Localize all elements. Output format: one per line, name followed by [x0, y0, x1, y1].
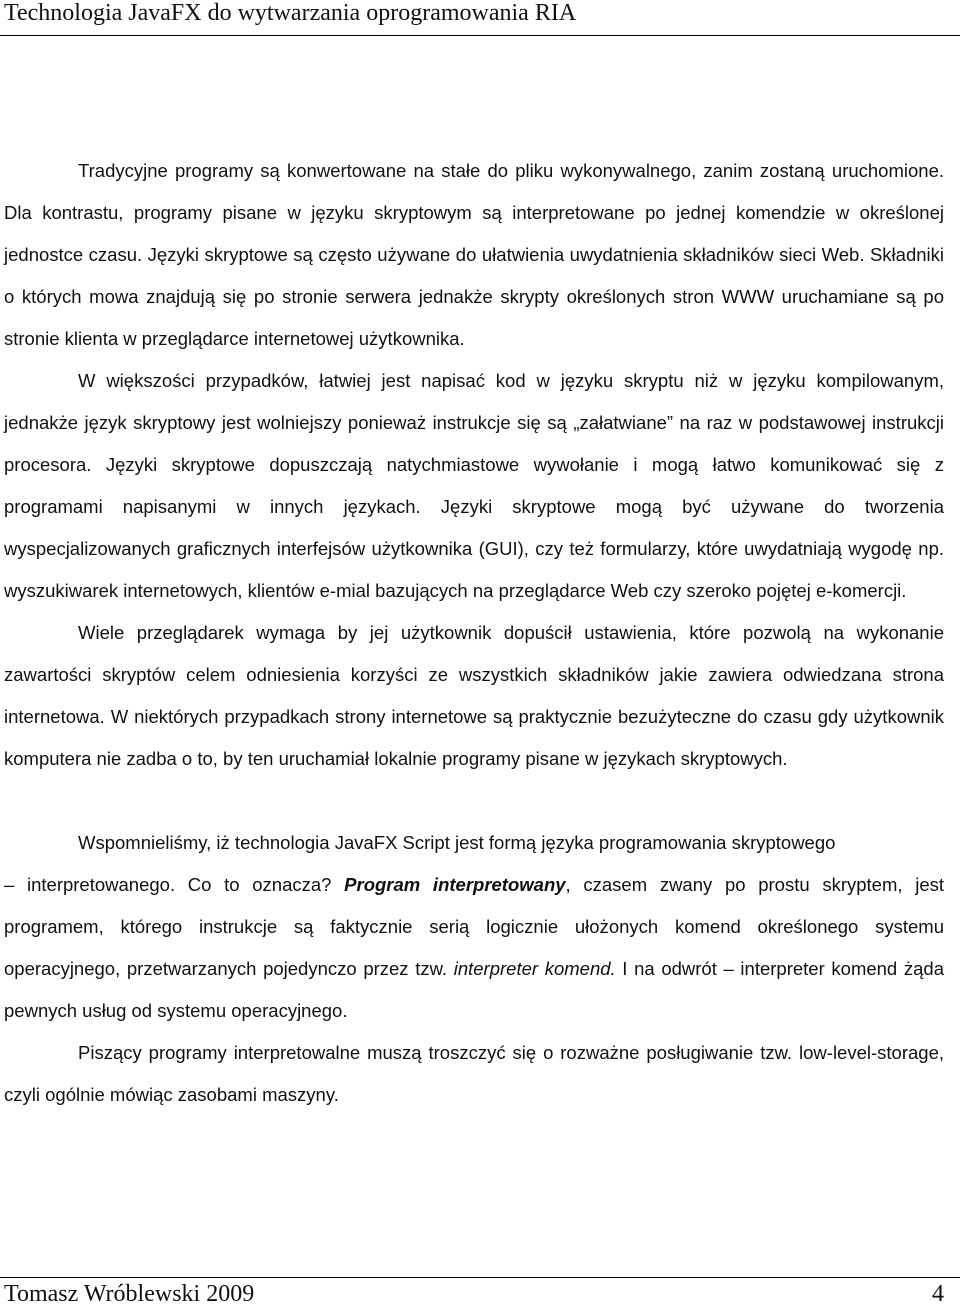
page-header: [0, 0, 960, 36]
paragraph-4-text-3: I na odwrót – interpreter komend żąda pewnych usług od systemu operacyjnego.: [4, 958, 944, 1021]
footer-author: Tomasz Wróblewski 2009: [4, 1281, 255, 1307]
paragraph-3: Wiele przeglądarek wymaga by jej użytkownik dopuścił ustawienia, które pozwolą na wykonanie zawartości skryptów celem odniesienia korzyści ze wszystkich składników jakie zawiera odwiedzana strona internetowa. W niektórych przypadkach strony internetowe są praktycznie bezużyteczne do czasu gdy użytkownik komputera nie zadba o to, by ten uruchamiał lokalnie programy pisane w językach skryptowych.: [4, 622, 944, 769]
paragraph-5: Piszący programy interpretowalne muszą troszczyć się o rozważne posługiwanie tzw. low-level-storage, czyli ogólnie mówiąc zasobami maszyny.: [4, 1042, 944, 1105]
paragraph-4-text-1: – interpretowanego. Co to oznacza?: [4, 874, 345, 895]
footer-page-number: 4: [932, 1281, 944, 1307]
paragraph-2: W większości przypadków, łatwiej jest napisać kod w języku skryptu niż w języku kompilowanym, jednakże język skryptowy jest wolniejszy ponieważ instrukcje się są „załatwiane” na raz w podstawowej instrukcji procesora. Języki skryptowe dopuszczają natychmiastowe wywołanie i mogą łatwo komunikować się z programami napisanymi w innych językach. Języki skryptowe mogą być używane do tworzenia wyspecjalizowanych graficznych interfejsów użytkownika (GUI), czy też formularzy, które uwydatniają wygodę np. wyszukiwarek internetowych, klientów e-mial bazujących na przeglądarce Web czy szeroko pojętej e-komercji.: [4, 370, 944, 601]
term-interpreter-komend: interpreter komend.: [453, 958, 616, 979]
page-footer: [0, 1277, 960, 1307]
document-body: [4, 150, 944, 1116]
paragraph-4: [4, 864, 944, 1032]
paragraph-4-line-1: Wspomnieliśmy, iż technologia JavaFX Script jest formą języka programowania skryptowego: [78, 832, 836, 853]
paragraph-1: Tradycyjne programy są konwertowane na stałe do pliku wykonywalnego, zanim zostaną uruchomione. Dla kontrastu, programy pisane w języku skryptowym są interpretowane po jednej komendzie w określonej jednostce czasu. Języki skryptowe są często używane do ułatwienia uwydatnienia składników sieci Web. Składniki o których mowa znajdują się po stronie serwera jednakże skrypty określonych stron WWW uruchamiane są po stronie klienta w przeglądarce internetowej użytkownika.: [4, 160, 944, 349]
header-title: Technologia JavaFX do wytwarzania oprogramowania RIA: [4, 0, 577, 26]
paragraph-4-text-2: , czasem zwany po prostu skryptem, jest programem, którego instrukcje są faktycznie serią logicznie ułożonych komend określonego systemu operacyjnego, przetwarzanych pojedynczo przez tzw.: [4, 874, 945, 979]
term-program-interpretowany: Program interpretowany: [344, 874, 566, 895]
